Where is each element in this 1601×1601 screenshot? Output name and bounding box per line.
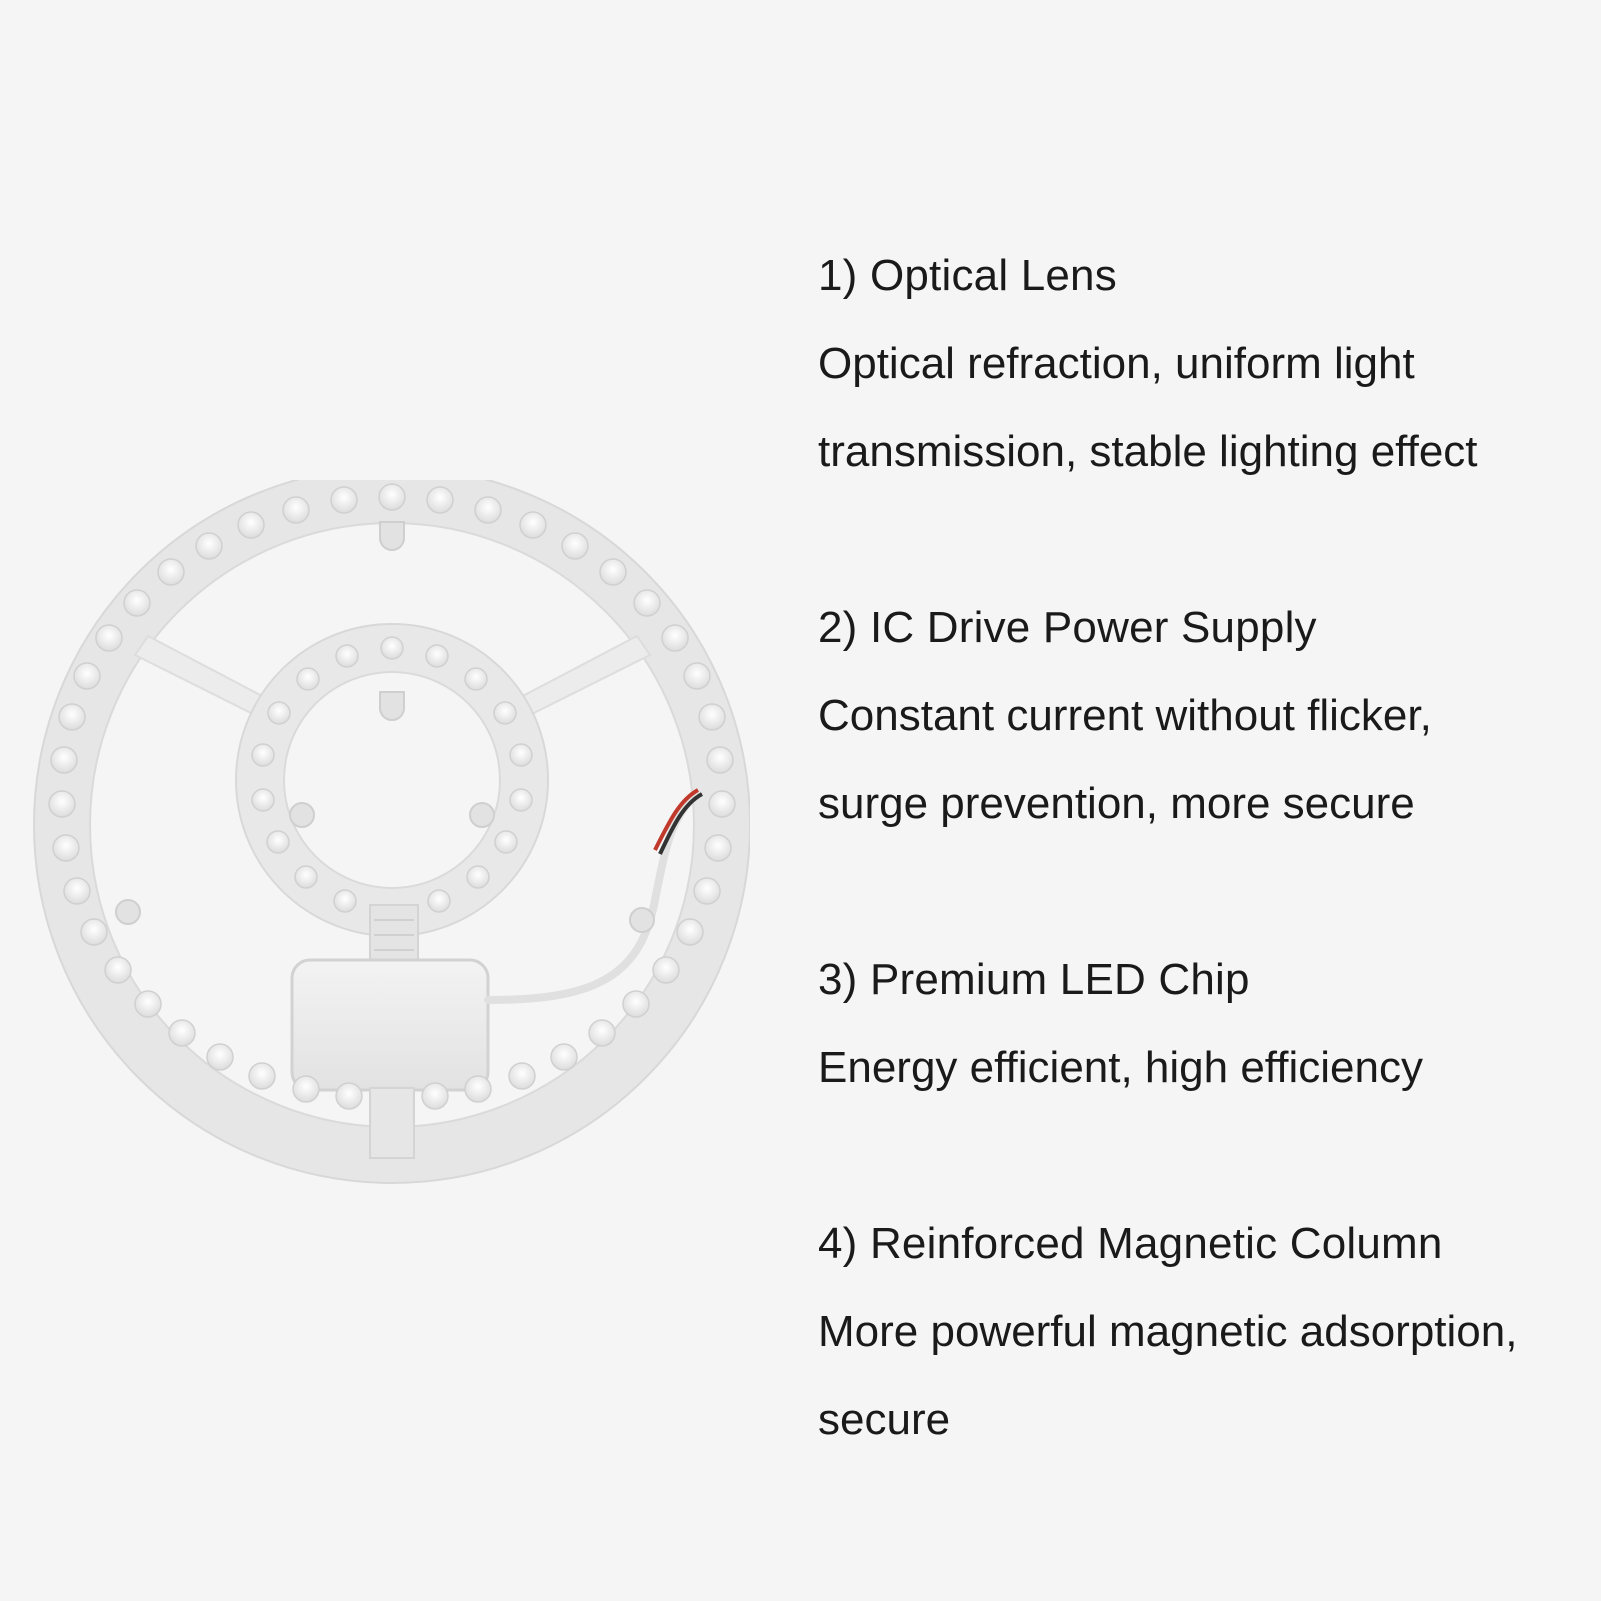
feature-description [818, 320, 1578, 496]
feature-ic-drive-power-supply [818, 584, 1578, 848]
feature-description-line: transmission, stable lighting effect [818, 427, 1478, 476]
feature-description [818, 1024, 1578, 1112]
feature-description-line: Energy efficient, high efficiency [818, 1043, 1423, 1092]
feature-description-line: Optical refraction, uniform light [818, 339, 1415, 388]
feature-reinforced-magnetic-column [818, 1200, 1578, 1464]
feature-title: 1) Optical Lens [818, 251, 1117, 300]
led-ring-module-icon [30, 480, 750, 1200]
feature-description-line: More powerful magnetic adsorption, [818, 1307, 1518, 1356]
feature-description-line: Constant current without flicker, [818, 691, 1432, 740]
feature-title: 3) Premium LED Chip [818, 955, 1250, 1004]
feature-description-line: secure [818, 1395, 951, 1444]
feature-description [818, 1288, 1578, 1464]
feature-premium-led-chip [818, 936, 1578, 1112]
feature-optical-lens [818, 232, 1578, 496]
feature-description [818, 672, 1578, 848]
feature-description-line: surge prevention, more secure [818, 779, 1415, 828]
feature-title: 2) IC Drive Power Supply [818, 603, 1317, 652]
feature-title: 4) Reinforced Magnetic Column [818, 1219, 1443, 1268]
feature-list [818, 232, 1578, 1552]
